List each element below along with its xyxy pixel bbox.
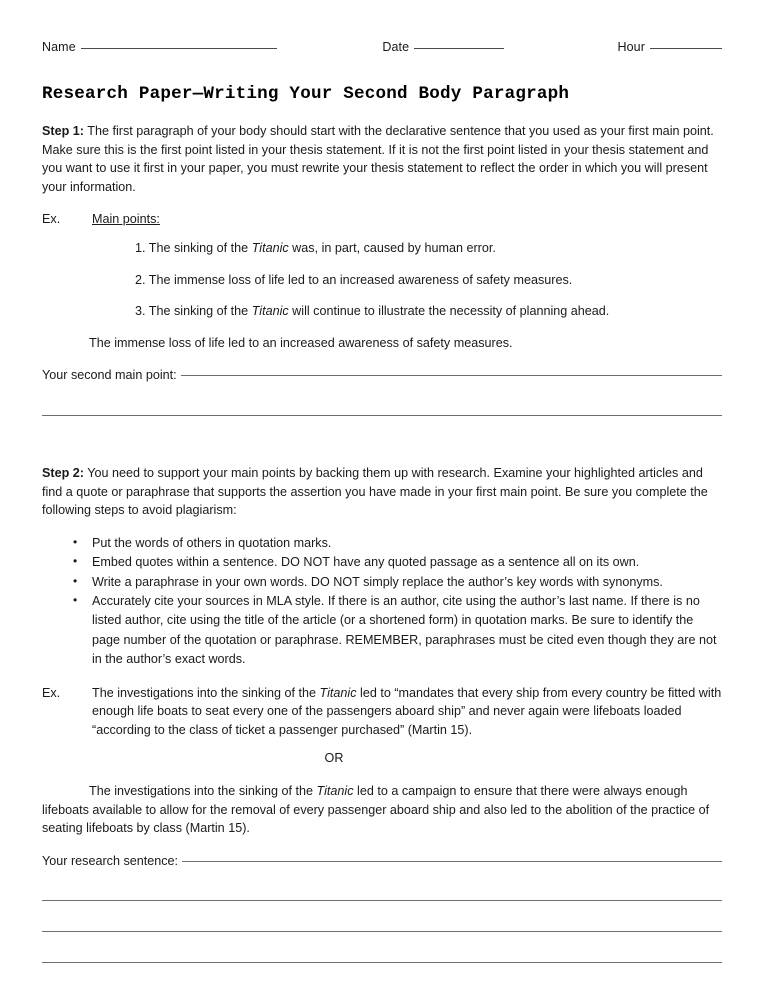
- spacer: [42, 932, 722, 962]
- research-sentence-blank-rule-4[interactable]: [42, 962, 722, 963]
- hour-field[interactable]: [618, 40, 723, 54]
- main-point-text-pre: 3. The sinking of the: [135, 304, 252, 319]
- main-point-italic: Titanic: [251, 304, 289, 319]
- main-point-item: [135, 302, 722, 321]
- hour-blank-rule[interactable]: [650, 48, 722, 49]
- step-2-paragraph: [42, 464, 722, 520]
- name-label: Name: [42, 40, 76, 54]
- student-info-header: [42, 40, 722, 62]
- step-2-text: You need to support your main points by backing them up with research. Examine your highlighted articles and find a quote or paraphrase that supports the assertion you have made in your first main point. Be sure you complete the following steps to avoid plagiarism:: [42, 465, 708, 518]
- step-1-paragraph: [42, 122, 722, 196]
- main-point-text-pre: 2. The immense loss of life led to an increased awareness of safety measures.: [135, 272, 573, 287]
- or-divider: OR: [324, 751, 344, 766]
- example-quote-body: [92, 684, 722, 740]
- date-field[interactable]: [382, 40, 504, 54]
- example-paraphrase-paragraph: [42, 782, 722, 838]
- example-main-points-heading: [42, 210, 722, 229]
- hour-label: Hour: [617, 40, 645, 54]
- selected-main-point: The immense loss of life led to an increased awareness of safety measures.: [89, 335, 513, 350]
- main-point-item: [135, 239, 722, 258]
- page-title: Research Paper—Writing Your Second Body Paragraph: [42, 84, 570, 104]
- name-field[interactable]: [42, 40, 277, 54]
- spacer: [42, 870, 722, 900]
- second-main-point-blank-rule[interactable]: [181, 375, 722, 376]
- list-item: • Write a paraphrase in your own words. DO NOT simply replace the author’s key words with synonyms.: [42, 573, 722, 592]
- example-paraphrase-post: led to a campaign to ensure that there were always enough lifeboats available to allow for the removal of every passenger aboard ship and also led to the abolition of the practice of seating lifeboats by class (Martin 15).: [42, 783, 710, 836]
- main-points-heading: Main points:: [92, 212, 160, 227]
- research-sentence-label: Your research sentence:: [42, 853, 179, 868]
- example-quote-italic: Titanic: [319, 685, 357, 700]
- example-paraphrase-italic: Titanic: [316, 783, 354, 798]
- spacer: [42, 416, 722, 464]
- name-blank-rule[interactable]: [81, 48, 277, 49]
- main-point-item: [135, 271, 722, 290]
- example-quote-pre: The investigations into the sinking of the: [92, 685, 320, 700]
- list-item: • Embed quotes within a sentence. DO NOT have any quoted passage as a sentence all on its own.: [42, 553, 722, 572]
- spacer: [42, 901, 722, 931]
- date-blank-rule[interactable]: [414, 48, 504, 49]
- spacer: [42, 385, 722, 415]
- example-quote-paragraph: [42, 684, 722, 740]
- plagiarism-steps-list: [42, 534, 722, 670]
- step-2-label: Step 2:: [42, 465, 84, 480]
- main-point-italic: Titanic: [251, 240, 289, 255]
- step-1-text: The first paragraph of your body should start with the declarative sentence that you used as your first main point. Make sure this is the first point listed in your thesis statement. If it is not the first point listed in your thesis statement and you want to use it first in your paper, you must rewrite your thesis statement to reflect the order in which you will present your information.: [42, 124, 714, 194]
- second-main-point-label: Your second main point:: [42, 368, 177, 383]
- second-main-point-answer[interactable]: [42, 366, 722, 385]
- research-sentence-answer[interactable]: [42, 852, 722, 871]
- example-quote-post: led to “mandates that every ship from every country be fitted with enough life boats to seat every one of the passengers aboard ship” and never again were lifeboats loaded “according to the class of ticket a passenger purchased” (Martin 15).: [92, 685, 722, 737]
- research-sentence-blank-rule[interactable]: [182, 861, 722, 862]
- list-item: • Put the words of others in quotation marks.: [42, 534, 722, 553]
- step-1-label: Step 1:: [42, 124, 84, 138]
- main-point-text-pre: 1. The sinking of the: [135, 240, 252, 255]
- example-paraphrase-pre: The investigations into the sinking of the: [89, 783, 317, 798]
- main-point-text-post: will continue to illustrate the necessity of planning ahead.: [288, 304, 610, 319]
- date-label: Date: [382, 40, 410, 54]
- list-item: • Accurately cite your sources in MLA style. If there is an author, cite using the author’s last name. If there is no listed author, cite using the title of the article (or a shortened form) in quotation marks. Be sure to identify the page number of the quotation or paraphrase. REMEMBER, paraphrases must be cited even though they are not in the author’s exact words.: [42, 592, 722, 670]
- example-tag: Ex.: [42, 212, 61, 227]
- example-tag: Ex.: [42, 685, 61, 700]
- main-point-text-post: was, in part, caused by human error.: [288, 240, 496, 255]
